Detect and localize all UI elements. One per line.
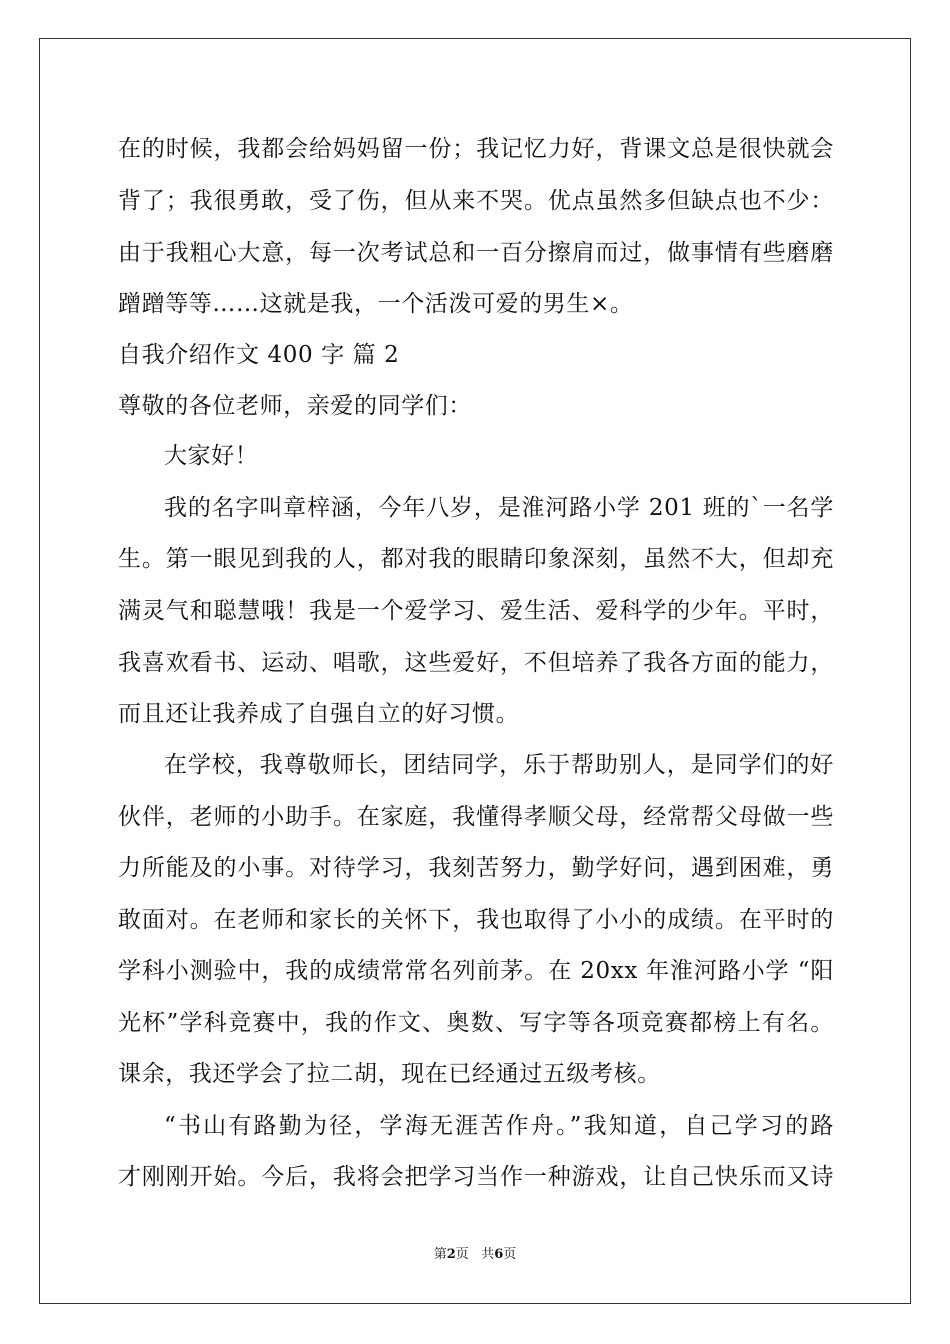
body-line: 伙伴，老师的小助手。在家庭，我懂得孝顺父母，经常帮父母做一些 bbox=[118, 804, 834, 830]
page-footer bbox=[0, 1246, 950, 1264]
body-line: 满灵气和聪慧哦！我是一个爱学习、爱生活、爱科学的少年。平时， bbox=[118, 598, 834, 624]
total-pages: 6 bbox=[494, 1247, 504, 1262]
salutation: 尊敬的各位老师，亲爱的同学们： bbox=[118, 393, 472, 419]
body-line: 学科小测验中，我的成绩常常名列前茅。在 20xx 年淮河路小学 “阳 bbox=[118, 958, 834, 984]
body-line: 才刚刚开始。今后，我将会把学习当作一种游戏，让自己快乐而又诗 bbox=[118, 1164, 834, 1190]
body-line: 课余，我还学会了拉二胡，现在已经通过五级考核。 bbox=[118, 1061, 661, 1087]
footer-prefix: 第 bbox=[433, 1247, 447, 1262]
body-line: 力所能及的小事。对待学习，我刻苦努力，勤学好问，遇到困难，勇 bbox=[118, 855, 834, 881]
page-number: 2 bbox=[446, 1247, 456, 1262]
greeting: 大家好！ bbox=[164, 443, 259, 469]
body-line: 在的时候，我都会给妈妈留一份；我记忆力好，背课文总是很快就会 bbox=[118, 136, 834, 162]
total-suffix: 页 bbox=[503, 1247, 517, 1262]
body-line: 我喜欢看书、运动、唱歌，这些爱好，不但培养了我各方面的能力， bbox=[118, 650, 834, 676]
section-heading: 自我介绍作文 400 字 篇 2 bbox=[118, 342, 400, 368]
body-line: 光杯”学科竞赛中，我的作文、奥数、写字等各项竞赛都榜上有名。 bbox=[118, 1010, 834, 1036]
body-line: 我的名字叫章梓涵，今年八岁，是淮河路小学 201 班的`一名学 bbox=[164, 495, 834, 521]
body-line: 生。第一眼见到我的人，都对我的眼睛印象深刻，虽然不大，但却充 bbox=[118, 546, 834, 572]
body-line: 背了；我很勇敢，受了伤，但从来不哭。优点虽然多但缺点也不少： bbox=[118, 188, 834, 214]
total-prefix: 共 bbox=[481, 1247, 495, 1262]
body-line: 由于我粗心大意，每一次考试总和一百分擦肩而过，做事情有些磨磨 bbox=[118, 240, 834, 266]
body-line: 在学校，我尊敬师长，团结同学，乐于帮助别人，是同学们的好 bbox=[164, 752, 834, 778]
page-suffix: 页 bbox=[455, 1247, 469, 1262]
body-line: “书山有路勤为径，学海无涯苦作舟。”我知道，自己学习的路 bbox=[164, 1113, 834, 1139]
body-line: 蹭蹭等等……这就是我，一个活泼可爱的男生×。 bbox=[118, 291, 634, 317]
body-line: 而且还让我养成了自强自立的好习惯。 bbox=[118, 701, 520, 727]
body-line: 敢面对。在老师和家长的关怀下，我也取得了小小的成绩。在平时的 bbox=[118, 907, 834, 933]
